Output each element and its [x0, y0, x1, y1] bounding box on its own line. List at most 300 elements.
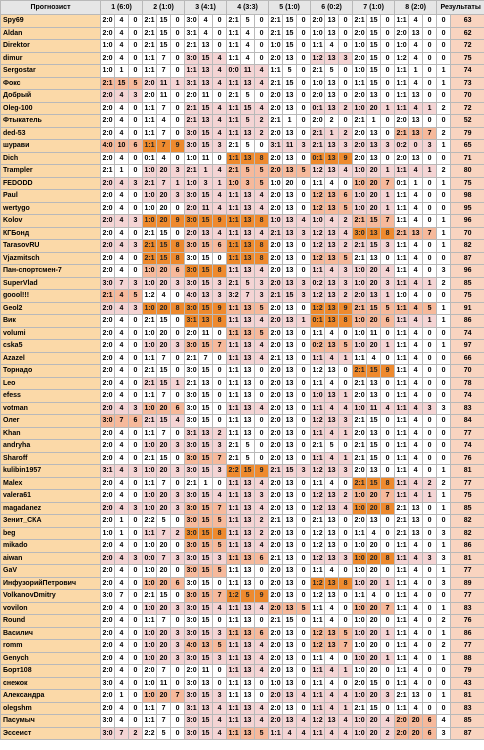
match-4-n: 7	[241, 290, 255, 303]
match-1-score: 2:0	[101, 665, 115, 678]
match-2-pts: 1	[171, 377, 185, 390]
match-2-pts: 3	[171, 627, 185, 640]
match-6-pts: 3	[339, 552, 353, 565]
match-5-score: 2:0	[269, 477, 283, 490]
match-3-pts: 0	[213, 152, 227, 165]
match-7-pts: 7	[381, 177, 395, 190]
match-3-n: 15	[199, 302, 213, 315]
match-4-pts: 9	[255, 465, 269, 478]
match-5-n: 13	[283, 102, 297, 115]
match-5-score: 3:1	[269, 140, 283, 153]
match-6-score: 1:2	[311, 502, 325, 515]
match-3-n: 15	[199, 215, 213, 228]
match-7-pts: 2	[381, 727, 395, 740]
table-row	[1, 465, 484, 478]
match-3-pts: 3	[213, 552, 227, 565]
table-row	[1, 527, 484, 540]
match-2-n: 15	[157, 40, 171, 53]
match-3-n: 13	[199, 640, 213, 653]
match-2-score: 0:1	[143, 152, 157, 165]
result-total: 2	[437, 102, 451, 115]
table-row	[1, 315, 484, 328]
match-8-score: 1:1	[395, 15, 409, 28]
match-5-score: 2:0	[269, 252, 283, 265]
match-5-pts: 0	[297, 265, 311, 278]
match-5-score: 2:1	[269, 615, 283, 628]
match-5-pts: 0	[297, 152, 311, 165]
match-6-pts: 2	[339, 102, 353, 115]
match-5-score: 1:0	[269, 40, 283, 53]
match-3-pts: 3	[213, 690, 227, 703]
match-5-score: 2:0	[269, 502, 283, 515]
match-6-score: 1:1	[311, 727, 325, 740]
result-score: 83	[451, 402, 484, 415]
match-6-n: 13	[325, 627, 339, 640]
table-row	[1, 552, 484, 565]
forecaster-name: Kolov	[1, 215, 101, 228]
match-6-pts: 1	[339, 427, 353, 440]
match-5-score: 1:0	[269, 215, 283, 228]
match-1-n: 4	[115, 390, 129, 403]
match-1-pts: 0	[129, 677, 143, 690]
result-score: 75	[451, 290, 484, 303]
match-6-score: 1:2	[311, 577, 325, 590]
match-1-pts: 0	[129, 665, 143, 678]
match-4-n: 13	[241, 265, 255, 278]
match-7-pts: 0	[381, 665, 395, 678]
match-8-n: 4	[409, 565, 423, 578]
match-7-pts: 5	[381, 302, 395, 315]
match-3-score: 3:1	[185, 77, 199, 90]
match-6-score: 1:2	[311, 52, 325, 65]
table-row	[1, 427, 484, 440]
table-row	[1, 190, 484, 203]
match-7-pts: 0	[381, 52, 395, 65]
match-8-n: 4	[409, 665, 423, 678]
match-2-pts: 9	[171, 140, 185, 153]
match-1-n: 4	[115, 502, 129, 515]
match-4-n: 13	[241, 340, 255, 353]
match-3-score: 3:1	[185, 427, 199, 440]
match-4-pts: 0	[255, 415, 269, 428]
result-score: 43	[451, 677, 484, 690]
match-1-n: 4	[115, 465, 129, 478]
match-7-score: 2:0	[353, 515, 367, 528]
match-7-score: 1:0	[353, 715, 367, 728]
match-6-pts: 8	[339, 315, 353, 328]
match-8-score: 1:1	[395, 540, 409, 553]
match-6-n: 13	[325, 577, 339, 590]
match-5-pts: 0	[297, 627, 311, 640]
header-match-3: 3 (4:1)	[185, 1, 227, 15]
match-6-n: 13	[325, 15, 339, 28]
match-6-n: 13	[325, 552, 339, 565]
result-total: 0	[437, 252, 451, 265]
match-2-pts: 0	[171, 615, 185, 628]
match-6-n: 4	[325, 602, 339, 615]
match-4-n: 5	[241, 115, 255, 128]
match-3-pts: 5	[213, 565, 227, 578]
match-1-score: 2:0	[101, 90, 115, 103]
match-2-score: 2:2	[143, 515, 157, 528]
table-row	[1, 15, 484, 28]
match-2-score: 2:1	[143, 365, 157, 378]
forecaster-name: Spy69	[1, 15, 101, 28]
match-4-n: 13	[241, 615, 255, 628]
match-6-score: 1:2	[311, 415, 325, 428]
match-3-score: 2:1	[185, 115, 199, 128]
forecaster-name: КГБонд	[1, 227, 101, 240]
match-8-score: 1:1	[395, 340, 409, 353]
match-8-pts: 0	[423, 390, 437, 403]
match-7-score: 1:0	[353, 315, 367, 328]
match-3-score: 3:0	[185, 265, 199, 278]
match-8-score: 1:1	[395, 665, 409, 678]
match-2-score: 1:1	[143, 615, 157, 628]
match-7-pts: 9	[381, 365, 395, 378]
match-2-score: 1:0	[143, 215, 157, 228]
match-2-score: 1:0	[143, 190, 157, 203]
match-3-pts: 4	[213, 165, 227, 178]
match-4-pts: 2	[255, 127, 269, 140]
match-6-n: 4	[325, 690, 339, 703]
match-8-pts: 7	[423, 227, 437, 240]
match-6-score: 1:1	[311, 677, 325, 690]
result-score: 98	[451, 190, 484, 203]
match-3-score: 2:0	[185, 90, 199, 103]
result-total: 4	[437, 715, 451, 728]
result-score: 76	[451, 452, 484, 465]
forecaster-name: SuperVlad	[1, 277, 101, 290]
match-7-pts: 0	[381, 590, 395, 603]
match-2-n: 7	[157, 352, 171, 365]
match-5-n: 13	[283, 527, 297, 540]
match-2-pts: 0	[171, 665, 185, 678]
match-3-score: 3:0	[185, 627, 199, 640]
match-8-n: 20	[409, 715, 423, 728]
match-6-pts: 1	[339, 452, 353, 465]
match-5-pts: 4	[297, 715, 311, 728]
match-1-n: 4	[115, 15, 129, 28]
table-row	[1, 265, 484, 278]
match-4-pts: 4	[255, 227, 269, 240]
match-5-n: 13	[283, 440, 297, 453]
match-1-n: 4	[115, 665, 129, 678]
match-3-n: 15	[199, 415, 213, 428]
match-5-n: 13	[283, 690, 297, 703]
result-total: 1	[437, 627, 451, 640]
match-3-pts: 0	[213, 402, 227, 415]
match-3-pts: 3	[213, 440, 227, 453]
match-2-score: 2:1	[143, 240, 157, 253]
result-total: 0	[437, 427, 451, 440]
match-5-pts: 0	[297, 702, 311, 715]
match-7-score: 2:1	[353, 302, 367, 315]
match-8-pts: 0	[423, 440, 437, 453]
match-6-pts: 4	[339, 727, 353, 740]
match-7-score: 2:1	[353, 252, 367, 265]
match-5-n: 13	[283, 665, 297, 678]
result-total: 0	[437, 377, 451, 390]
match-3-n: 13	[199, 290, 213, 303]
result-total: 0	[437, 90, 451, 103]
match-3-pts: 0	[213, 377, 227, 390]
match-1-pts: 0	[129, 390, 143, 403]
match-5-n: 15	[283, 15, 297, 28]
match-2-score: 2:1	[143, 15, 157, 28]
match-2-pts: 0	[171, 715, 185, 728]
match-4-n: 13	[241, 552, 255, 565]
match-6-n: 5	[325, 65, 339, 78]
match-8-pts: 1	[423, 490, 437, 503]
table-row	[1, 715, 484, 728]
match-7-score: 1:0	[353, 202, 367, 215]
match-3-score: 3:0	[185, 415, 199, 428]
match-6-pts: 0	[339, 65, 353, 78]
match-5-n: 15	[283, 27, 297, 40]
match-5-score: 2:1	[269, 227, 283, 240]
match-8-n: 4	[409, 290, 423, 303]
match-5-n: 13	[283, 127, 297, 140]
match-1-pts: 0	[129, 702, 143, 715]
match-3-n: 15	[199, 365, 213, 378]
match-4-score: 2:1	[227, 277, 241, 290]
match-6-n: 4	[325, 177, 339, 190]
match-1-n: 7	[115, 415, 129, 428]
match-2-n: 7	[157, 527, 171, 540]
match-8-score: 1:1	[395, 165, 409, 178]
match-7-score: 1:0	[353, 177, 367, 190]
table-row	[1, 277, 484, 290]
match-5-n: 13	[283, 452, 297, 465]
match-1-pts: 0	[129, 115, 143, 128]
match-3-pts: 8	[213, 315, 227, 328]
match-7-n: 4	[367, 590, 381, 603]
match-3-pts: 4	[213, 190, 227, 203]
match-5-n: 13	[283, 477, 297, 490]
match-3-pts: 9	[213, 302, 227, 315]
match-7-pts: 0	[381, 440, 395, 453]
result-total: 1	[437, 340, 451, 353]
match-2-pts: 4	[171, 415, 185, 428]
match-7-pts: 8	[381, 552, 395, 565]
match-6-score: 0:2	[311, 277, 325, 290]
match-8-pts: 0	[423, 627, 437, 640]
match-4-score: 1:1	[227, 715, 241, 728]
match-3-n: 15	[199, 465, 213, 478]
match-3-score: 3:0	[185, 390, 199, 403]
match-6-n: 2	[325, 115, 339, 128]
match-6-n: 13	[325, 315, 339, 328]
match-8-score: 1:1	[395, 377, 409, 390]
match-7-score: 1:0	[353, 540, 367, 553]
match-4-n: 13	[241, 202, 255, 215]
result-total: 3	[437, 727, 451, 740]
match-6-pts: 3	[339, 265, 353, 278]
match-8-n: 4	[409, 40, 423, 53]
match-6-pts: 0	[339, 652, 353, 665]
match-3-score: 3:0	[185, 402, 199, 415]
match-8-score: 2:1	[395, 502, 409, 515]
match-4-score: 1:1	[227, 352, 241, 365]
match-3-pts: 0	[213, 352, 227, 365]
match-5-n: 13	[283, 515, 297, 528]
match-2-score: 1:1	[143, 427, 157, 440]
match-7-pts: 1	[381, 102, 395, 115]
match-5-n: 13	[283, 702, 297, 715]
match-3-n: 15	[199, 627, 213, 640]
match-8-score: 1:2	[395, 52, 409, 65]
match-8-score: 1:1	[395, 677, 409, 690]
forecaster-name: wertygo	[1, 202, 101, 215]
match-6-pts: 3	[339, 140, 353, 153]
match-5-score: 2:0	[269, 665, 283, 678]
match-8-score: 2:1	[395, 515, 409, 528]
match-1-score: 1:0	[101, 527, 115, 540]
forecaster-name: Пан-спортсмен-7	[1, 265, 101, 278]
match-6-pts: 5	[339, 252, 353, 265]
result-total: 0	[437, 365, 451, 378]
match-6-n: 13	[325, 490, 339, 503]
match-3-pts: 4	[213, 490, 227, 503]
match-1-pts: 3	[129, 465, 143, 478]
match-8-score: 1:1	[395, 352, 409, 365]
match-1-pts: 5	[129, 77, 143, 90]
match-1-score: 2:0	[101, 652, 115, 665]
match-5-pts: 0	[297, 440, 311, 453]
table-row	[1, 477, 484, 490]
table-row	[1, 327, 484, 340]
match-3-n: 3	[199, 177, 213, 190]
match-8-score: 1:1	[395, 615, 409, 628]
match-2-pts: 1	[171, 177, 185, 190]
match-7-score: 2:0	[353, 127, 367, 140]
forecaster-name: Azazel	[1, 352, 101, 365]
match-5-pts: 3	[297, 290, 311, 303]
match-3-score: 3:0	[185, 515, 199, 528]
match-8-score: 1:1	[395, 102, 409, 115]
match-1-score: 2:1	[101, 290, 115, 303]
match-5-score: 2:0	[269, 277, 283, 290]
match-5-n: 13	[283, 365, 297, 378]
match-2-n: 7	[157, 65, 171, 78]
match-5-pts: 0	[297, 402, 311, 415]
match-5-n: 5	[283, 65, 297, 78]
match-8-score: 1:1	[395, 277, 409, 290]
match-3-n: 15	[199, 140, 213, 153]
match-1-score: 2:0	[101, 115, 115, 128]
match-2-pts: 3	[171, 277, 185, 290]
match-8-n: 4	[409, 240, 423, 253]
result-score: 81	[451, 690, 484, 703]
match-7-pts: 0	[381, 40, 395, 53]
match-6-pts: 0	[339, 565, 353, 578]
match-3-pts: 7	[213, 452, 227, 465]
match-6-n: 4	[325, 215, 339, 228]
match-2-n: 20	[157, 340, 171, 353]
match-2-score: 1:1	[143, 65, 157, 78]
match-6-pts: 3	[339, 415, 353, 428]
match-1-pts: 0	[129, 527, 143, 540]
match-5-n: 13	[283, 552, 297, 565]
match-1-n: 4	[115, 340, 129, 353]
result-total: 3	[437, 527, 451, 540]
match-1-score: 2:0	[101, 27, 115, 40]
match-3-score: 2:1	[185, 40, 199, 53]
match-1-pts: 0	[129, 327, 143, 340]
forecaster-name: VolkanovDmitry	[1, 590, 101, 603]
match-5-score: 2:0	[269, 190, 283, 203]
match-8-score: 1:1	[395, 552, 409, 565]
match-1-n: 4	[115, 352, 129, 365]
match-3-n: 15	[199, 402, 213, 415]
match-1-score: 2:0	[101, 490, 115, 503]
match-4-score: 1:1	[227, 552, 241, 565]
match-7-n: 15	[367, 477, 381, 490]
match-4-pts: 4	[255, 102, 269, 115]
match-2-score: 2:1	[143, 415, 157, 428]
match-8-score: 1:1	[395, 565, 409, 578]
match-6-pts: 0	[339, 365, 353, 378]
result-score: 97	[451, 340, 484, 353]
match-7-score: 1:0	[353, 640, 367, 653]
match-7-pts: 0	[381, 252, 395, 265]
match-8-n: 4	[409, 490, 423, 503]
match-1-pts: 0	[129, 15, 143, 28]
match-6-n: 13	[325, 202, 339, 215]
match-8-n: 4	[409, 640, 423, 653]
match-8-score: 1:1	[395, 427, 409, 440]
result-total: 1	[437, 140, 451, 153]
match-7-n: 20	[367, 577, 381, 590]
match-5-n: 13	[283, 190, 297, 203]
match-4-pts: 0	[255, 565, 269, 578]
match-3-pts: 4	[213, 727, 227, 740]
match-2-n: 15	[157, 415, 171, 428]
match-3-score: 3:0	[185, 440, 199, 453]
match-1-score: 3:0	[101, 415, 115, 428]
match-1-score: 2:0	[101, 640, 115, 653]
match-6-n: 13	[325, 227, 339, 240]
result-total: 0	[437, 115, 451, 128]
match-4-n: 13	[241, 665, 255, 678]
match-8-score: 1:1	[395, 327, 409, 340]
match-4-score: 1:1	[227, 302, 241, 315]
match-3-pts: 3	[213, 465, 227, 478]
match-7-n: 13	[367, 427, 381, 440]
match-3-n: 15	[199, 552, 213, 565]
match-2-pts: 2	[171, 527, 185, 540]
match-1-score: 2:0	[101, 265, 115, 278]
match-6-score: 1:1	[311, 665, 325, 678]
match-8-pts: 0	[423, 40, 437, 53]
match-4-n: 13	[241, 677, 255, 690]
match-5-n: 13	[283, 577, 297, 590]
result-total: 0	[437, 202, 451, 215]
match-1-n: 4	[115, 627, 129, 640]
match-7-pts: 1	[381, 652, 395, 665]
match-7-n: 20	[367, 627, 381, 640]
match-3-score: 2:1	[185, 165, 199, 178]
match-5-score: 2:0	[269, 490, 283, 503]
match-5-score: 2:0	[269, 340, 283, 353]
match-8-pts: 6	[423, 715, 437, 728]
result-score: 77	[451, 427, 484, 440]
match-8-n: 4	[409, 477, 423, 490]
match-7-pts: 7	[381, 602, 395, 615]
result-score: 83	[451, 702, 484, 715]
result-total: 0	[437, 152, 451, 165]
